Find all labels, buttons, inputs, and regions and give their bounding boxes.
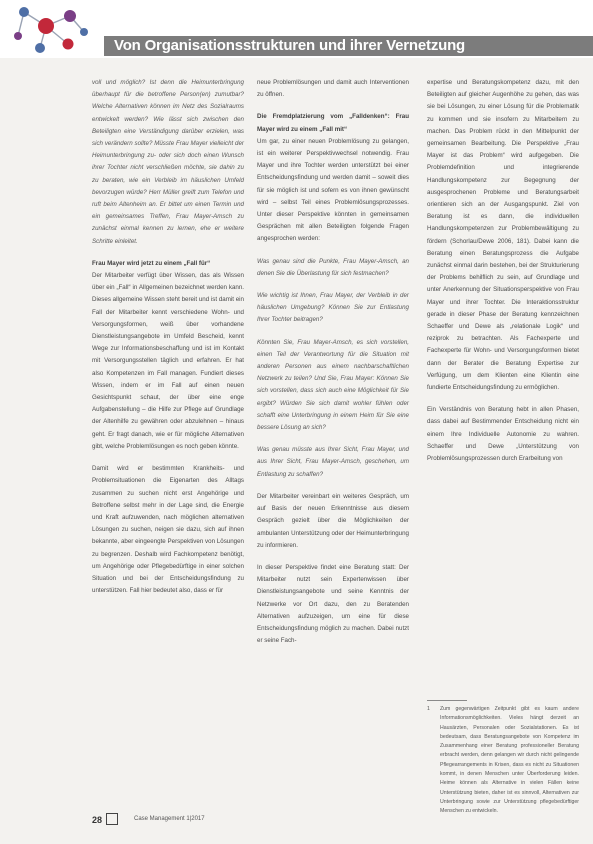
header-band [0, 0, 593, 58]
paragraph: voll und möglich? Ist denn die Heimunterbringung überhaupt für die betroffene Person(en) zumutbar? Welche Alternativen können im Netz des Sozialraums entwickelt werden? Wie lässt sich zwischen den Beteiligten eine Verständigung darüber erzielen, was sich verändern sollte? Müsste Frau Mayer vielleicht der Heimunterbringung zu- oder sich doch einen Wunsch ihrer Tochter nicht verschließen möchte, sie dahin zu zu beraten, wie ein Verbleib im häuslichen Umfeld bevorzugen würde? Herr Müller greift zum Telefon und ruft beim Altenheim an. Er bittet um einen Termin und ein gemeinsames Treffen, Frau Mayer-Amsch zu zunächst einmal kennen zu lernen, ehe er weitere Schritte einleitet. [92, 79, 244, 245]
title-bar [104, 36, 593, 56]
question-paragraph: Was genau sind die Punkte, Frau Mayer-Amsch, an denen Sie die Überlastung für sich festmachen? [257, 257, 409, 277]
paragraph: In dieser Perspektive findet eine Beratung statt: Der Mitarbeiter nutzt sein Expertenwissen über Dienstleistungsangebote und seine Kenntnis der Netzwerke vor Ort dazu, den zu Beratenden Alternativen aufzuzeigen, um eine für diese Entscheidungsfindung möglich zu machen. Dabei nutzt er seine Fach- [257, 563, 409, 645]
text-column-2 [257, 77, 409, 657]
paragraph: Damit wird er bestimmten Krankheits- und Problemsituationen die Eigenarten des Alltags zusammen zu suchen nicht erst Angehörige und Betroffene selbst mehr in der Lage sind, die Energie und Kraft aufzuwenden, nach möglichen alternativen Lösungen zu suchen, neigen sie dazu, sich auf ihnen bekannte, aber eingeengte Perspektiven von Lösungen zu begrenzen. Deshalb wird Fachkompetenz benötigt, um Angehörige oder Pflegebedürftige in einer solchen Situation und bei der Entscheidungsfindung zu unterstützen. Fall hier bedeutet also, dass er für [92, 465, 244, 595]
molecule-network-logo [10, 2, 90, 58]
paragraph: Der Mitarbeiter vereinbart ein weiteres Gespräch, um auf Basis der neuen Erkenntnisse aus diesem Gespräch gezielt über die Möglichkeiten der ambulanten Unterstützung oder der Heimunterbringung zu informieren. [257, 492, 409, 549]
paragraph: Der Mitarbeiter verfügt über Wissen, das als Wissen über ein „Fall“ in Allgemeinen bezeichnet werden kann. Dieses allgemeine Wissen steht bereit und ist damit ein Fall der Mitarbeiter kennt verschiedene Wohn- und Versorgungsformen, weiß über vorhandene Dienstleistungsangebote im Umfeld Bescheid, kennt Wege zur Informationsbeschaffung und ist im Kontakt mit Versorgungsstellen täglich und erfahren. Er hat also Kompetenzen im Fall managen. Fundiert dieses Wissen, indem er im Fall auf einen neuen Gesichtspunkt schaut, der über eine enge Aufgabenstellung – die Hilfe zur Pflege auf Grundlage der Altenhilfe zu gewähren oder abzulehnen – hinaus geht. Er fragt danach, wie er für mögliche Alternativen gibt, welche Problemlösungen es noch geben könnte. [92, 272, 244, 450]
journal-name: Case Management 1|2017 [134, 816, 205, 822]
footnote-number: 1 [427, 706, 430, 712]
text-column-1 [92, 77, 244, 607]
footnote-divider [427, 700, 467, 701]
footnote [427, 705, 579, 817]
paragraph: expertise und Beratungskompetenz dazu, mit den Beteiligten auf gleicher Augenhöhe zu gehen, das was sie bei Lösungen, zu einer Lösung für die Problematik zu kommen und sie insofern zu Mitarbeitern zu machen. Das Problem rückt in den Mittelpunkt der gemeinsamen Bearbeitung. Die Perspektive „Frau Mayer ist das Problem“ wird aufgegeben. Die Problemdefinition und integrierende Handlungskompetenz zur Begegnung der ausgesprochenen Probleme und Beratungsarbeit orientieren sich an der Ausgangspunkt. Ziel von Beratung ist es dann, die individuellen Handlungskompetenzen zur Problembewältigung zu fördern (Schorlau/Dewe 2006, 181). Dabei kann die Beratung einen Beratungsprozess die Aufgabe zunächst einmal darin bestehen, bei der Strukturierung der Problems behilflich zu sein, auf Grundlage und unter Anerkennung der Situationsperspektive von Frau Mayer und ihrer Tochter. Die Interaktionsstruktur gerade in dieser Phase der Beratung kennzeichnen Schaeffer und Dewe als „relationale Logik“ und reziprok zu betrachten. Als Fachexperte und Fachexperte für Wohn- und Versorgungsformen bietet dann der Berater die Beratung Expertise zur Verfügung, um dem Klienten eine Klientin eine fundierte Entscheidungsfindung zu ermöglichen. [427, 79, 579, 392]
page-number: 28 [92, 815, 103, 825]
subheading: Die Fremdplatzierung vom „Falldenken“: Frau Mayer wird zu einem „Fall mit“ [257, 113, 409, 133]
text-column-3 [427, 77, 579, 475]
page-title: Von Organisationsstrukturen und ihrer Vernetzung [114, 37, 466, 54]
square-page-marker-icon [106, 813, 118, 825]
footnote-text: Zum gegenwärtigen Zeitpunkt gibt es kaum andere Informationsmöglichkeiten. Vieles hängt derzeit an Hausärzten, Personalen oder Sozialstationen. Es ist bedeutsam, dass Beratungsangebote von Kompetenz im Zusammenhang einer Beratung professioneller Beratung erbracht werden, denn gelangen wir durch nicht gelingende Pflegearrangements in Krisen, dass es nicht zu Situationen kommt, in denen Menschen unter Überforderung leiden. Heime können als Alternative in vielen Fällen keine Unterstützung bieten, daher ist es sinnvoll, Alternativen zur Unterbringung sowie zur Unterstützung pflegebedürftiger Menschen zu entwickeln. [440, 706, 579, 815]
paragraph: neue Problemlösungen und damit auch Interventionen zu öffnen. [257, 79, 409, 99]
question-paragraph: Könnten Sie, Frau Mayer-Amsch, es sich vorstellen, einen Teil der Verantwortung für die Situation mit anderen Personen aus einem nachbarschaftlichen Netzwerk zu teilen? Und Sie, Frau Mayer: Können Sie sich vorstellen, dass sich auch eine Möglichkeit für Sie ergibt? Würden Sie sich damit wohler fühlen oder schafft eine Unterbringung in einem Heim für Sie eine bessere Lösung an sich? [257, 338, 409, 432]
paragraph: Um gar, zu einer neuen Problemlösung zu gelangen, ist ein weiterer Perspektivwechsel notwendig. Frau Mayer und ihre Tochter werden unterstützt bei einer Entscheidungsfindung und werden damit – soweit dies für sie möglich ist und sofern es von ihnen gewünscht wird – selbst Teil eines Problemlösungsprozesses. Unter dieser Perspektive könnten in gemeinsamen Gesprächen mit allen Beteiligten folgende Fragen angesprochen werden: [257, 137, 409, 243]
subheading: Frau Mayer wird jetzt zu einem „Fall für“ [92, 259, 211, 267]
paragraph: Ein Verständnis von Beratung hebt in allen Phasen, dass dabei auf Bestimmender Entscheidung nicht ein einem Ihre Individuelle Autonomie zu wahren. Schaeffer und Dewe „Unterstützung von Problemlösungsprozessen durch Erarbeitung von [427, 406, 579, 463]
question-paragraph: Wie wichtig ist Ihnen, Frau Mayer, der Verbleib in der häuslichen Umgebung? Können Sie zur Entlastung Ihrer Tochter beitragen? [257, 292, 409, 324]
question-paragraph: Was genau müsste aus Ihrer Sicht, Frau Mayer, und aus Ihrer Sicht, Frau Mayer-Amsch, geschehen, um Entlastung zu schaffen? [257, 446, 409, 478]
